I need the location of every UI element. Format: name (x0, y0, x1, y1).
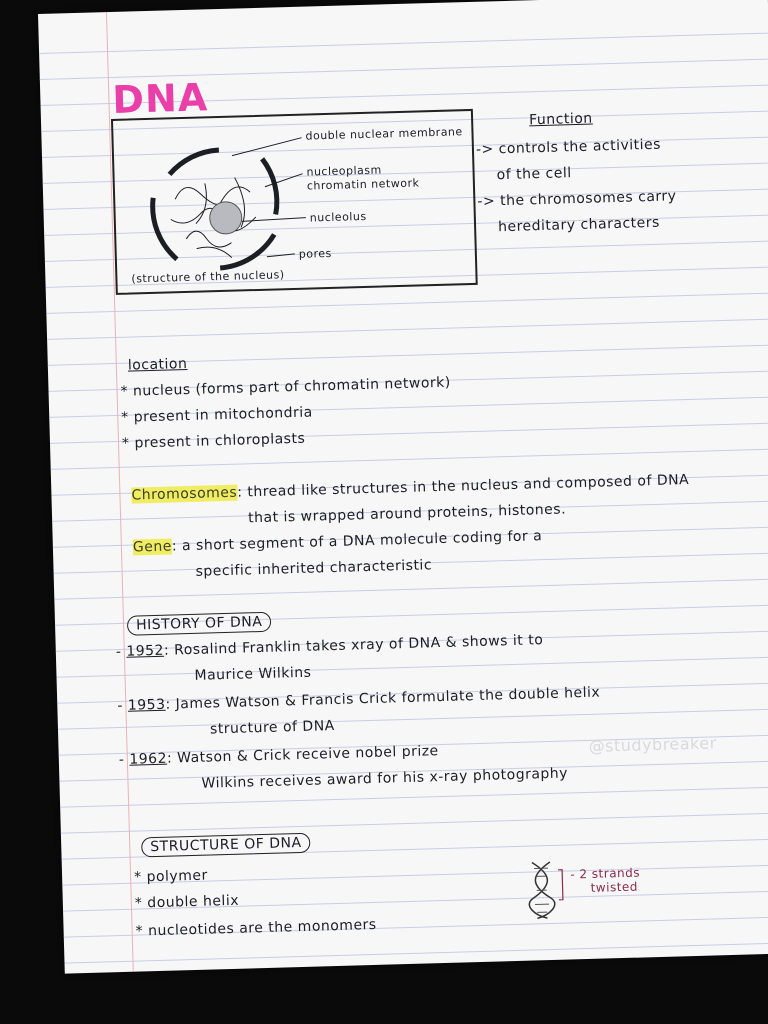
label-chromatin: chromatin network (306, 176, 420, 193)
history-event-1952: - 1952: Rosalind Franklin takes xray of DNA & shows it to (115, 632, 544, 661)
location-item: * nucleus (forms part of chromatin network) (120, 374, 451, 400)
history-event-1953: - 1953: James Watson & Francis Crick formulate the double helix (117, 684, 601, 715)
history-heading: HISTORY OF DNA (127, 612, 272, 636)
event-text: : James Watson & Francis Crick formulate the double helix (165, 684, 601, 713)
label-nucleolus: nucleolus (309, 209, 367, 225)
label-membrane: double nuclear membrane (305, 125, 463, 143)
function-item: of the cell (496, 165, 572, 184)
definition-gene (133, 528, 543, 555)
history-event-1962: - 1962: Watson & Crick receive nobel prize (118, 743, 439, 769)
definition-text: : a short segment of a DNA molecule coding for a (171, 528, 543, 555)
location-heading: location (127, 355, 188, 374)
structure-item: * double helix (134, 892, 240, 912)
event-text: : Watson & Crick receive nobel prize (166, 743, 439, 767)
label-nucleoplasm: nucleoplasm (306, 163, 382, 179)
term-gene: Gene (132, 538, 173, 556)
event-text-continued: Wilkins receives award for his x-ray photography (201, 765, 569, 792)
helix-note: twisted (590, 879, 639, 895)
year-label: 1953 (127, 696, 166, 714)
definition-text: : thread like structures in the nucleus and composed of DNA (236, 472, 690, 501)
year-label: 1952 (126, 642, 165, 660)
function-item: -> the chromosomes carry (477, 188, 677, 210)
nucleolus-shape (209, 201, 242, 234)
year-label: 1962 (129, 750, 168, 768)
nucleus-diagram (111, 109, 478, 295)
function-item: -> controls the activities (475, 136, 662, 158)
page-title: DNA (111, 75, 209, 122)
label-pores: pores (298, 246, 332, 261)
location-item: * present in mitochondria (121, 404, 314, 426)
structure-heading: STRUCTURE OF DNA (141, 833, 311, 858)
watermark: @studybreaker (588, 733, 717, 756)
helix-note: - 2 strands (570, 865, 641, 882)
diagram-caption: (structure of the nucleus) (131, 268, 285, 286)
definition-chromosomes (131, 472, 689, 504)
membrane-arc-left (152, 197, 176, 260)
definition-text-continued: specific inherited characteristic (195, 557, 433, 580)
double-helix-icon (524, 860, 566, 921)
function-item: hereditary characters (497, 214, 661, 236)
structure-item: * nucleotides are the monomers (135, 916, 377, 940)
notebook-page (38, 0, 768, 974)
membrane-arc-bottom (219, 234, 275, 268)
definition-text-continued: that is wrapped around proteins, histones. (247, 501, 567, 527)
location-item: * present in chloroplasts (121, 430, 306, 452)
membrane-arc-right (262, 158, 277, 214)
event-text: : Rosalind Franklin takes xray of DNA & shows it to (163, 632, 544, 659)
event-text-continued: structure of DNA (209, 717, 335, 738)
term-chromosomes: Chromosomes (131, 484, 238, 504)
structure-item: * polymer (133, 867, 208, 886)
membrane-arc-top (169, 150, 220, 174)
function-heading: Function (528, 110, 593, 129)
event-text-continued: Maurice Wilkins (194, 664, 312, 684)
